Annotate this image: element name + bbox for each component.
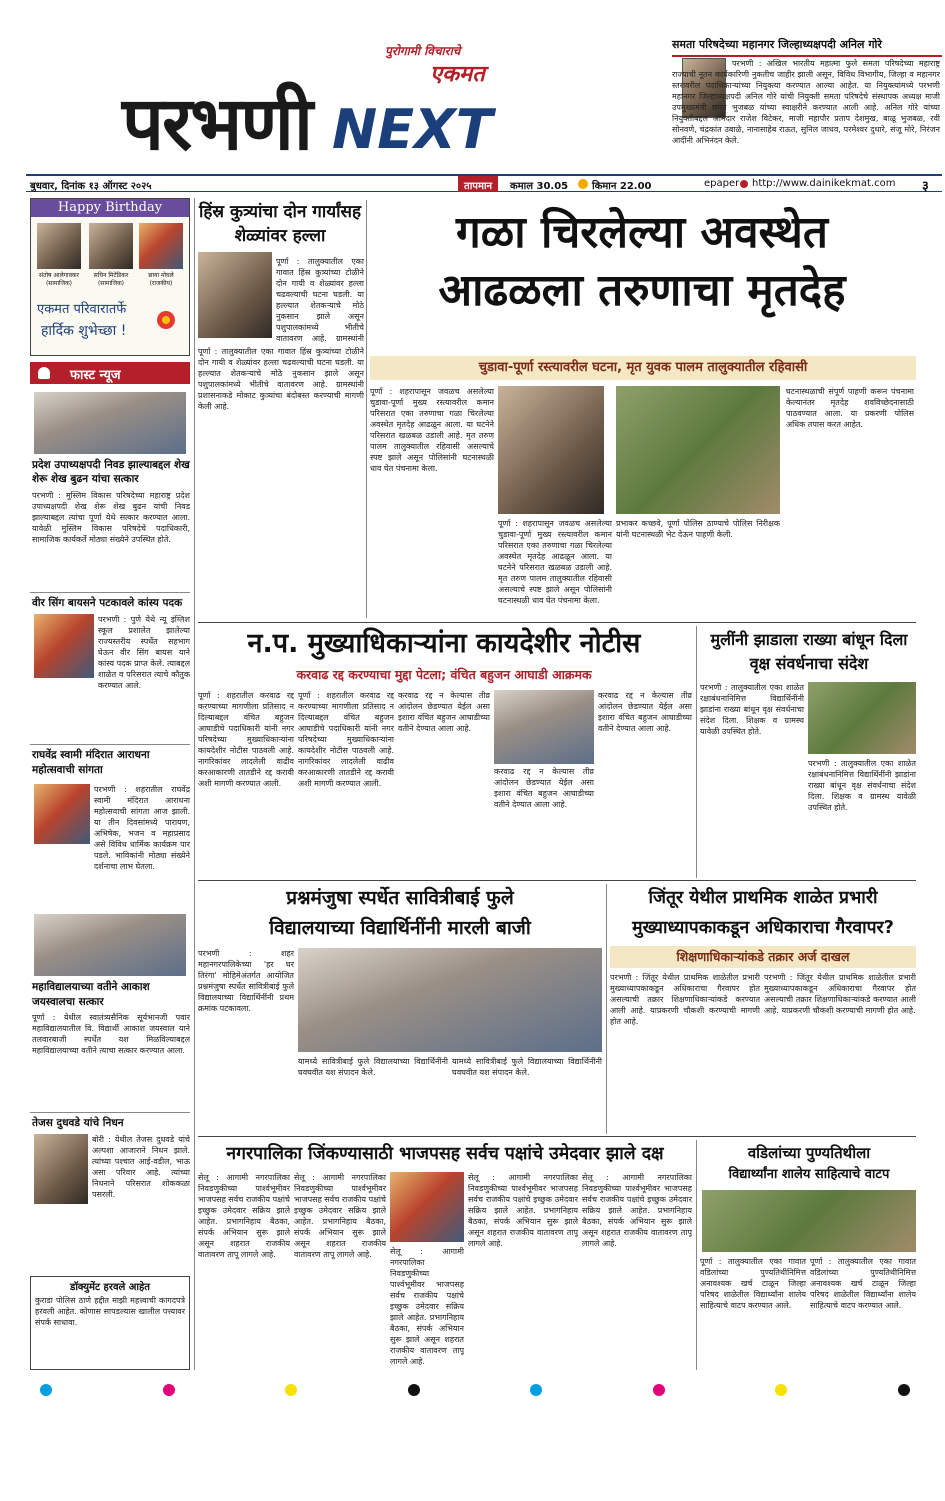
dog-story-body-cont: पूर्णा : तालुक्यातील एका गावात हिंस्र कुत्र्यांच्या टोळीने दोन गायी व शेळ्यांवर हल्ला चढवल्याची घटना घडली. या हल्ल्यात शेतकऱ्याचे मोठे नुकसान झाले असून पशुपालकांमध्ये भीतीचे वातावरण आहे. ग्रामस्थांनी प्रशासनाकडे मोकाट कुत्र्यांचा बंदोबस्त करण्याची मागणी केली आहे. xyxy=(198,347,364,411)
election-body-4: सेलू : आगामी नगरपालिका निवडणुकीच्या पार्श्वभूमीवर भाजपसह सर्वच राजकीय पक्षांचे इच्छुक उमेदवार सक्रिय झाले आहेत. प्रभागनिहाय बैठका, संपर्क अभियान सुरू झाले असून शहरात राजकीय वातावरण तापू लागले आहे. xyxy=(468,1173,578,1248)
crime-scene-photo xyxy=(616,386,780,514)
birthday-photo-3 xyxy=(139,223,183,269)
left-body-3: परभणी : शहरातील राघवेंद्र स्वामी मंदिरात आराधना महोत्सवाची सांगता आज झाली. या तीन दिवसांमध्ये पारायण, अभिषेक, भजन व महाप्रसाद असे विविध धार्मिक कार्यक्रम पार पडले. भाविकांनी मोठ्या संख्येने दर्शनाचा लाभ घेतला. xyxy=(94,785,190,871)
masthead xyxy=(0,0,672,168)
tagline: पुरोगामी विचाराचे xyxy=(385,44,461,58)
next-logo: NEXT xyxy=(332,98,493,161)
np-subheadline: करवाढ रद्द करण्याचा मुद्दा पेटला; वंचित बहुजन आघाडी आक्रमक xyxy=(296,667,592,682)
left-photo-4 xyxy=(34,914,186,976)
left-title-1: प्रदेश उपाध्यक्षपदी निवड झाल्याबद्दल शेख शेरू शेख बुढन यांचा सत्कार xyxy=(32,459,190,485)
birthday-role-2: (सामाजिक) xyxy=(97,280,125,287)
top-right-title: समता परिषदेच्या महानगर जिल्हाध्यक्षपदी अनिल गोरे xyxy=(672,38,942,57)
vadil-photo xyxy=(702,1190,916,1252)
top-right-body: परभणी : अखिल भारतीय महात्मा फुले समता परिषदेच्या महाराष्ट्र राज्याची नूतन कार्यकारिणी नुकतीच जाहीर झाली असून, विविध विभागीय, जिल्हा व महानगर स्तरावरील पदाधिकाऱ्यांच्या नियुक्त्या करण्यात आल्या आहेत. या नियुक्त्यांमध्ये परभणी महानगर जिल्हाध्यक्षपदी अनिल गोरे यांची नियुक्ती समता परिषदेचे संस्थापक अध्यक्ष माजी उपमुख्यमंत्री छगन भुजबळ यांच्या स्वाक्षरीने करण्यात आली आहे. अनिल गोरे यांच्या नियुक्तीबद्दल आमदार राजेश विटेकर, माजी महापौर प्रताप देशमुख, बाळू भुजबळ, रवी सोनवणे, चंद्रकांत उबाळे, नानासाहेब राऊत, सुनिल जाधव, परमेश्वर दुधारे, संजू मोरे, निरंजन आदींनी अभिनंदन केले. xyxy=(672,59,940,145)
np-body-2: पूर्णा : शहरातील करवाढ रद्द करण्याच्या मागणीला प्रतिसाद न दिल्याबद्दल वंचित बहुजन आघाडीचे पदाधिकारी यांनी नगर परिषदेच्या मुख्याधिकाऱ्यांना कायदेशीर नोटीस पाठवली आहे. नागरिकांवर लादलेली वाढीव करआकारणी तातडीने रद्द करावी अशी मागणी करण्यात आली. xyxy=(298,691,394,788)
np-body-4: करवाढ रद्द न केल्यास तीव्र आंदोलन छेडण्यात येईल असा इशारा वंचित बहुजन आघाडीच्या वतीने देण्यात आला आहे. xyxy=(598,691,692,733)
jintur-headline-2: मुख्याध्यापकाकडून अधिकाराचा गैरवापर? xyxy=(632,918,894,938)
page-number: ३ xyxy=(922,179,929,194)
notice-box xyxy=(30,1276,190,1370)
left-body-5: बोरी : येथील तेजस दुधवडे यांचे अल्पशा आजाराने निधन झाले. त्यांच्या पश्चात आई-वडील, भाऊ असा परिवार आहे. त्यांच्या निधनाने परिसरात शोककळा पसरली. xyxy=(92,1135,190,1199)
left-body-4: पूर्णा : येथील स्वातंत्र्यसैनिक सूर्यभानजी पवार महाविद्यालयातील वि. विद्यार्थी आकाश जयस्वाल याने तलवारबाजी स्पर्धेत यश मिळविल्याबद्दल महाविद्यालयाच्या वतीने त्याचा सत्कार करण्यात आला. xyxy=(32,1013,190,1055)
birthday-photo-1 xyxy=(37,223,81,269)
notice-body: कुराडा पोलिस ठाणे हद्दीत माझी महत्त्वाची कागदपत्रे हरवली आहेत. कोणास सापडल्यास खालील पत्त्यावर संपर्क साधावा. xyxy=(35,1296,185,1327)
election-headline: नगरपालिका जिंकण्यासाठी भाजपसह सर्वच पक्षांचे उमेदवार झाले दक्ष xyxy=(226,1144,664,1164)
paper-name: परभणी xyxy=(122,81,311,167)
quiz-body-2: यामध्ये सावित्रीबाई फुले विद्यालयाच्या विद्यार्थिनींनी घवघवीत यश संपादन केले. xyxy=(452,1057,602,1077)
birthday-role-3: (राजकीय) xyxy=(149,280,173,287)
bell-icon xyxy=(38,367,50,379)
quiz-photo xyxy=(298,948,602,1052)
quiz-headline-1: प्रश्नमंजुषा स्पर्धेत सावित्रीबाई फुले xyxy=(286,887,514,909)
rakhi-body: परभणी : तालुक्यातील एका शाळेत रक्षाबंधनानिमित्त विद्यार्थिनींनी झाडांना राख्या बांधून वृक्ष संवर्धनाचा संदेश दिला. शिक्षक व ग्रामस्थ यावेळी उपस्थित होते. xyxy=(700,683,804,736)
left-title-5: तेजस दुधवडे यांचे निधन xyxy=(32,1117,124,1129)
birthday-title: Happy Birthday xyxy=(31,199,189,217)
left-title-2: वीर सिंग बायसने पटकावले कांस्य पदक xyxy=(32,597,183,609)
rakhi-headline: मुलींनी झाडाला राख्या बांधून दिला वृक्ष संवर्धनाचा संदेश xyxy=(710,630,908,673)
birthday-box xyxy=(30,198,190,356)
brand-logo: एकमत xyxy=(430,62,485,87)
quiz-headline-2: विद्यालयाच्या विद्यार्थिनींनी मारली बाजी xyxy=(269,917,531,939)
obituary-photo xyxy=(34,1134,88,1204)
birthday-name-3: छाया मोघले xyxy=(148,272,174,279)
np-caption: करवाढ रद्द न केल्यास तीव्र आंदोलन छेडण्यात येईल असा इशारा वंचित बहुजन आघाडीच्या वतीने देण्यात आला आहे. xyxy=(494,767,594,809)
lead-body-2: पूर्णा : शहरापासून जवळच असलेल्या चुडावा-पूर्णा मुख्य रस्त्यावरील कमान परिसरात एका तरुणाचा गळा चिरलेल्या अवस्थेत मृतदेह आढळून आला. या घटनेने परिसरात खळबळ उडाली आहे. मृत तरुण पालम तालुक्यातील रहिवासी असल्याचे स्पष्ट झाले असून पोलिसांनी घटनास्थळी धाव घेत पंचनामा केला. xyxy=(498,519,612,605)
lead-headline-1: गळा चिरलेल्या अवस्थेत xyxy=(456,207,828,258)
website-link[interactable]: http://www.dainikekmat.com xyxy=(752,178,896,189)
temp-label: तापमान xyxy=(458,176,498,192)
left-title-3: राघवेंद्र स्वामी मंदिरात आराधना महोत्सवाची सांगता xyxy=(32,749,150,776)
dog-photo xyxy=(198,252,272,338)
np-headline: न.प. मुख्याधिकाऱ्यांना कायदेशीर नोटीस xyxy=(247,628,641,659)
lead-headline-2: आढळला तरुणाचा मृतदेह xyxy=(438,265,846,316)
lead-body-right: घटनास्थळाची संपूर्ण पाहणी करून पंचनामा केल्यानंतर मृतदेह शवविच्छेदनासाठी पाठवण्यात आला. या प्रकरणी पोलिस अधिक तपास करत आहेत. xyxy=(786,387,914,429)
rakhi-body-2: परभणी : तालुक्यातील एका शाळेत रक्षाबंधनानिमित्त विद्यार्थिनींनी झाडांना राख्या बांधून वृक्ष संवर्धनाचा संदेश दिला. शिक्षक व ग्रामस्थ यावेळी उपस्थित होते. xyxy=(808,759,916,812)
left-photo-1 xyxy=(34,392,186,454)
dog-story-title: हिंस्र कुत्र्यांचा दोन गार्यांसह शेळ्यांवर हल्ला xyxy=(198,202,362,246)
registration-marks xyxy=(40,1384,910,1400)
lead-body-1: पूर्णा : शहरापासून जवळच असलेल्या चुडावा-पूर्णा मुख्य रस्त्यावरील कमान परिसरात एका तरुणाचा गळा चिरलेल्या अवस्थेत मृतदेह आढळून आला. या घटनेने परिसरात खळबळ उडाली आहे. मृत तरुण पालम तालुक्यातील रहिवासी असल्याचे स्पष्ट झाले असून पोलिसांनी घटनास्थळी धाव घेत पंचनामा केला. xyxy=(370,387,494,473)
vadil-body-1: पूर्णा : तालुक्यातील एका गावात वडिलांच्या पुण्यतिथीनिमित्त अनावश्यक खर्च टाळून जिल्हा परिषद शाळेतील विद्यार्थ्यांना शालेय साहित्याचे वाटप करण्यात आले. xyxy=(700,1257,806,1310)
birthday-name-2: सचिन मिटेंडिकर xyxy=(93,272,129,279)
date: बुधवार, दिनांक १३ ऑगस्ट २०२५ xyxy=(30,181,152,192)
victim-photo xyxy=(498,386,604,514)
birthday-name-1: संतोष आलेगावकर xyxy=(39,272,79,279)
birthday-wish-1: एकमत परिवारातर्फे xyxy=(37,302,127,317)
birthday-photo-2 xyxy=(89,223,133,269)
left-body-1: परभणी : मुस्लिम विकास परिषदेच्या महाराष्ट्र प्रदेश उपाध्यक्षपदी शेख शेरू शेख बुढन यांची निवड झाल्याबद्दल त्यांचा पूर्णा येथे सत्कार करण्यात आला. यावेळी मुस्लिम विकास परिषदेचे पदाधिकारी, सामाजिक कार्यकर्ते मोठ्या संख्येने उपस्थित होते. xyxy=(32,491,190,544)
dog-story-body: पूर्णा : तालुक्यातील एका गावात हिंस्र कुत्र्यांच्या टोळीने दोन गायी व शेळ्यांवर हल्ला चढवल्याची घटना घडली. या हल्ल्यात शेतकऱ्याचे मोठे नुकसान झाले असून पशुपालकांमध्ये भीतीचे वातावरण आहे. ग्रामस्थांनी xyxy=(276,257,364,342)
election-body-2: सेलू : आगामी नगरपालिका निवडणुकीच्या पार्श्वभूमीवर भाजपसह सर्वच राजकीय पक्षांचे इच्छुक उमेदवार सक्रिय झाले आहेत. प्रभागनिहाय बैठका, संपर्क अभियान सुरू झाले असून शहरात राजकीय वातावरण तापू लागले आहे. xyxy=(294,1173,386,1259)
jintur-headline-1: जिंतूर येथील प्राथमिक शाळेत प्रभारी xyxy=(648,888,878,908)
vadil-headline-1: वडिलांच्या पुण्यतिथीला xyxy=(747,1144,871,1162)
temp-min: किमान 22.00 xyxy=(592,181,652,192)
election-body-3: सेलू : आगामी नगरपालिका निवडणुकीच्या पार्श्वभूमीवर भाजपसह सर्वच राजकीय पक्षांचे इच्छुक उमेदवार सक्रिय झाले आहेत. प्रभागनिहाय बैठका, संपर्क अभियान सुरू झाले असून शहरात राजकीय वातावरण तापू लागले आहे. xyxy=(390,1247,464,1366)
sun-icon xyxy=(578,179,588,189)
birthday-wish-2: हार्दिक शुभेच्छा ! xyxy=(41,323,127,339)
left-photo-3 xyxy=(34,784,90,844)
election-cartoon xyxy=(390,1172,464,1242)
left-photo-2 xyxy=(34,614,94,678)
left-title-4: महाविद्यालयाच्या वतीने आकाश जयस्वालचा सत्कार xyxy=(32,981,150,1008)
np-body-3: करवाढ रद्द न केल्यास तीव्र आंदोलन छेडण्यात येईल असा इशारा वंचित बहुजन आघाडीच्या वतीने देण्यात आला आहे. xyxy=(398,691,490,733)
lead-caption: प्रभाकर कच्छवे, पूर्णा पोलिस ठाण्याचे पोलिस निरीक्षक यांनी घटनास्थळी भेट देऊन पाहणी केली. xyxy=(616,519,780,539)
np-body-1: पूर्णा : शहरातील करवाढ रद्द करण्याच्या मागणीला प्रतिसाद न दिल्याबद्दल वंचित बहुजन आघाडीचे पदाधिकारी यांनी नगर परिषदेच्या मुख्याधिकाऱ्यांना कायदेशीर नोटीस पाठवली आहे. नागरिकांवर लादलेली वाढीव करआकारणी तातडीने रद्द करावी अशी मागणी करण्यात आली. xyxy=(198,691,294,788)
quiz-caption: यामध्ये सावित्रीबाई फुले विद्यालयाच्या विद्यार्थिनींनी घवघवीत यश संपादन केले. xyxy=(298,1057,448,1077)
temp-max: कमाल 30.05 xyxy=(510,181,569,192)
globe-icon xyxy=(740,180,748,188)
election-body-5: सेलू : आगामी नगरपालिका निवडणुकीच्या पार्श्वभूमीवर भाजपसह सर्वच राजकीय पक्षांचे इच्छुक उमेदवार सक्रिय झाले आहेत. प्रभागनिहाय बैठका, संपर्क अभियान सुरू झाले असून शहरात राजकीय वातावरण तापू लागले आहे. xyxy=(582,1173,692,1248)
jintur-body-2: परभणी : जिंतूर येथील प्राथमिक शाळेतील प्रभारी मुख्याध्यापकाकडून अधिकाराचा गैरवापर होत असल्याची तक्रार शिक्षणाधिकाऱ्यांकडे करण्यात आली आहे. याप्रकरणी चौकशी करण्याची मागणी होत आहे. xyxy=(764,973,916,1015)
lead-subheadline: चुडावा-पूर्णा रस्त्यावरील घटना, मृत युवक पालम तालुक्यातील रहिवासी xyxy=(370,356,916,380)
quiz-body-1: परभणी : शहर महानगरपालिकेच्या 'हर घर तिरंगा' मोहिमेअंतर्गत आयोजित प्रश्नमंजुषा स्पर्धेत सावित्रीबाई फुले विद्यालयाच्या विद्यार्थिनींनी प्रथम क्रमांक पटकावला. xyxy=(198,949,294,1013)
fast-news-label: फास्ट न्यूज xyxy=(70,368,121,383)
epaper-label: epaper xyxy=(704,178,740,189)
rakhi-photo xyxy=(808,682,916,754)
election-body-1: सेलू : आगामी नगरपालिका निवडणुकीच्या पार्श्वभूमीवर भाजपसह सर्वच राजकीय पक्षांचे इच्छुक उमेदवार सक्रिय झाले आहेत. प्रभागनिहाय बैठका, संपर्क अभियान सुरू झाले असून शहरात राजकीय वातावरण तापू लागले आहे. xyxy=(198,1173,290,1259)
vadil-headline-2: विद्यार्थ्यांना शालेय साहित्याचे वाटप xyxy=(728,1167,890,1182)
jintur-subheadline: शिक्षणाधिकाऱ्यांकडे तक्रार अर्ज दाखल xyxy=(610,946,916,968)
birthday-role-1: (सामाजिक) xyxy=(45,280,73,287)
np-photo xyxy=(494,690,594,764)
flower-icon xyxy=(157,311,175,329)
vadil-body-2: पूर्णा : तालुक्यातील एका गावात वडिलांच्या पुण्यतिथीनिमित्त अनावश्यक खर्च टाळून जिल्हा परिषद शाळेतील विद्यार्थ्यांना शालेय साहित्याचे वाटप करण्यात आले. xyxy=(810,1257,916,1310)
fast-news-bar xyxy=(30,362,190,384)
notice-title: डॉक्युमेंट हरवले आहेत xyxy=(69,1282,151,1293)
jintur-body-1: परभणी : जिंतूर येथील प्राथमिक शाळेतील प्रभारी मुख्याध्यापकाकडून अधिकाराचा गैरवापर होत असल्याची तक्रार शिक्षणाधिकाऱ्यांकडे करण्यात आली आहे. याप्रकरणी चौकशी करण्याची मागणी होत आहे. xyxy=(610,973,760,1026)
left-body-2: परभणी : पुणे येथे न्यू इंग्लिश स्कूल प्रशालेत झालेल्या राज्यस्तरीय स्पर्धेत सहभाग घेऊन वीर सिंग बायस याने कांस्य पदक प्राप्त केले. त्याबद्दल शाळेत व परिसरात त्याचे कौतुक करण्यात आले. xyxy=(98,615,190,690)
date-bar xyxy=(26,174,942,192)
